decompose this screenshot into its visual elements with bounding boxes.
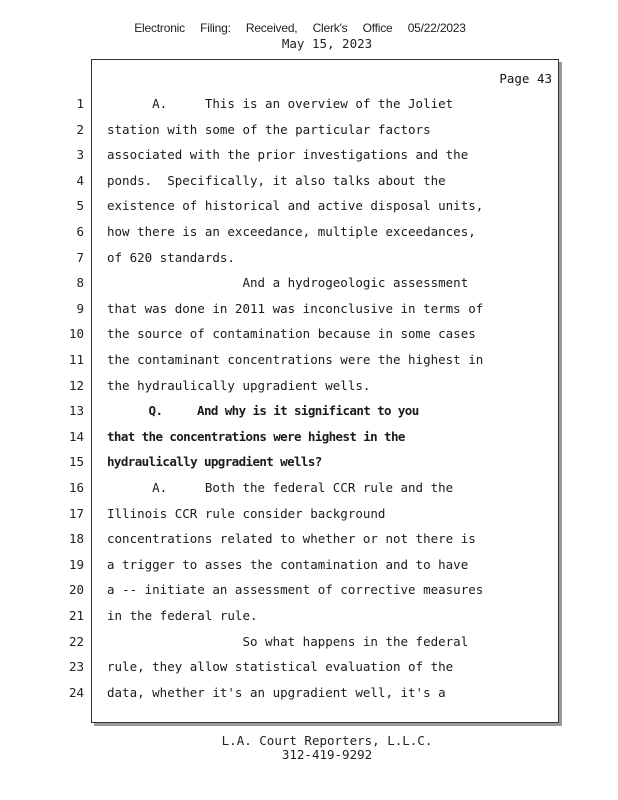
transcript-line: a trigger to asses the contamination and to have [107,557,469,572]
transcript-line: data, whether it's an upgradient well, it's a [107,685,446,700]
filing-stamp [0,21,600,35]
footer-company: L.A. Court Reporters, L.L.C. [221,733,433,748]
transcript-line: that the concentrations were highest in the [107,429,405,444]
transcript-line: concentrations related to whether or not there is [107,531,476,546]
line-number: 1 [76,96,84,111]
transcript-line: A. This is an overview of the Joliet [107,96,454,111]
line-number: 16 [68,480,84,495]
page-number: Page 43 [499,71,552,86]
line-number: 17 [68,506,84,521]
line-number: 15 [68,454,84,469]
transcript-line: associated with the prior investigations and the [107,147,469,162]
line-number: 22 [68,634,84,649]
transcript-line: Q. And why is it significant to you [107,403,419,418]
stamp-clerks: Clerk's [312,21,348,35]
line-number: 9 [76,301,84,316]
stamp-date: 05/22/2023 [407,21,466,35]
stamp-office: Office [362,21,393,35]
transcript-line: the hydraulically upgradient wells. [107,378,371,393]
line-number: 14 [68,429,84,444]
transcript-line: And a hydrogeologic assessment [107,275,469,290]
transcript-line: how there is an exceedance, multiple exceedances, [107,224,476,239]
line-number: 11 [68,352,84,367]
transcript-line: the source of contamination because in some cases [107,326,476,341]
stamp-received: Received, [245,21,298,35]
line-number: 10 [68,326,84,341]
transcript-line: the contaminant concentrations were the highest in [107,352,484,367]
line-number: 3 [76,147,84,162]
line-number: 4 [76,173,84,188]
stamp-filing: Filing: [200,21,231,35]
transcript-line: of 620 standards. [107,250,235,265]
line-number: 20 [68,582,84,597]
line-number: 2 [76,122,84,137]
transcript-line: in the federal rule. [107,608,258,623]
line-number: 6 [76,224,84,239]
footer-phone: 312-419-9292 [281,747,373,762]
line-number: 5 [76,198,84,213]
line-number: 12 [68,378,84,393]
transcript-line: that was done in 2011 was inconclusive in terms of [107,301,484,316]
transcript-line: A. Both the federal CCR rule and the [107,480,454,495]
line-number: 23 [68,659,84,674]
transcript-line: rule, they allow statistical evaluation of the [107,659,454,674]
transcript-line: Illinois CCR rule consider background [107,506,386,521]
transcript-line: a -- initiate an assessment of corrective measures [107,582,484,597]
transcript-line: ponds. Specifically, it also talks about the [107,173,446,188]
line-number: 21 [68,608,84,623]
line-number: 7 [76,250,84,265]
stamp-electronic: Electronic [134,21,185,35]
line-number: 8 [76,275,84,290]
transcript-line: So what happens in the federal [107,634,469,649]
line-number: 24 [68,685,84,700]
line-number: 13 [68,403,84,418]
line-number: 18 [68,531,84,546]
transcript-line: hydraulically upgradient wells? [107,454,322,469]
transcript-line: existence of historical and active disposal units, [107,198,484,213]
transcript-line: station with some of the particular factors [107,122,431,137]
line-number: 19 [68,557,84,572]
transcript-date: May 15, 2023 [281,36,373,51]
